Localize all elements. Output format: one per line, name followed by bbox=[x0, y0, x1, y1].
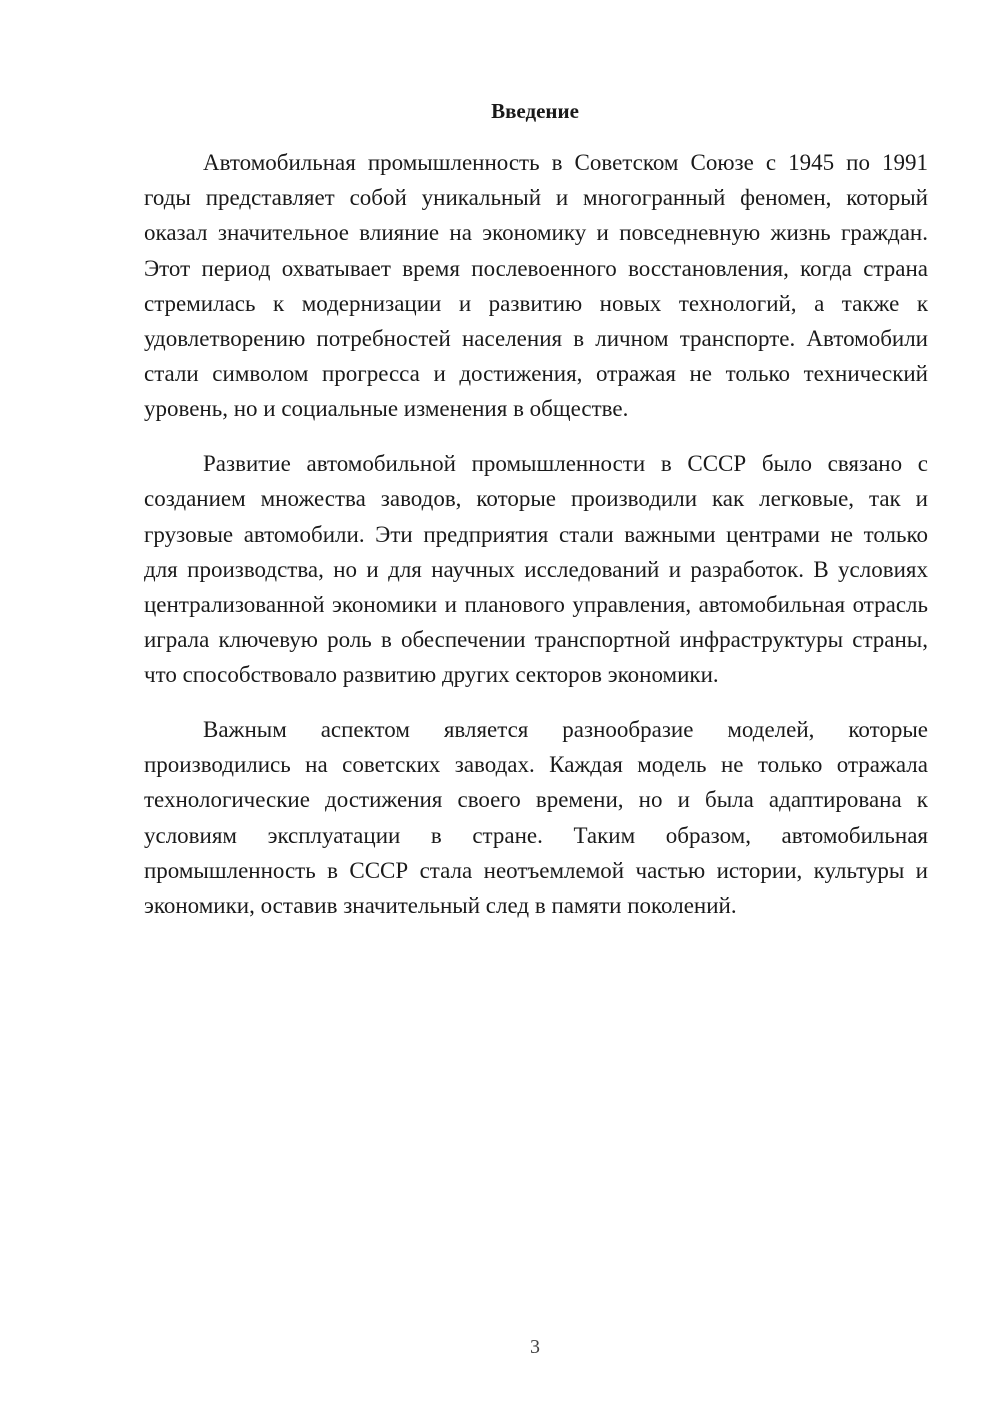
paragraph: Развитие автомобильной промышленности в СССР было связано с созданием множества заводов, которые производили как легковые, так и грузовые автомобили. Эти предприятия стали важными центрами не только для производства, но и для научных исследований и разработок. В условиях централизованной экономики и планового управления, автомобильная отрасль играла ключевую роль в обеспечении транспортной инфраструктуры страны, что способствовало развитию других секторов экономики. bbox=[144, 451, 928, 688]
paragraph: Важным аспектом является разнообразие моделей, которые производились на советских заводах. Каждая модель не только отражала технологические достижения своего времени, но и была адаптирована к условиям эксплуатации в стране. Таким образом, автомобильная промышленность в СССР стала неотъемлемой частью истории, культуры и экономики, оставив значительный след в памяти поколений. bbox=[144, 717, 928, 919]
section-heading: Введение bbox=[491, 99, 579, 123]
paragraph: Автомобильная промышленность в Советском Союзе с 1945 по 1991 годы представляет собой уникальный и многогранный феномен, который оказал значительное влияние на экономику и повседневную жизнь граждан. Этот период охватывает время послевоенного восстановления, когда страна стремилась к модернизации и развитию новых технологий, а также к удовлетворению потребностей населения в личном транспорте. Автомобили стали символом прогресса и достижения, отражая не только технический уровень, но и социальные изменения в обществе. bbox=[144, 150, 928, 422]
page-number: 3 bbox=[530, 1336, 540, 1358]
body-text bbox=[144, 145, 928, 923]
